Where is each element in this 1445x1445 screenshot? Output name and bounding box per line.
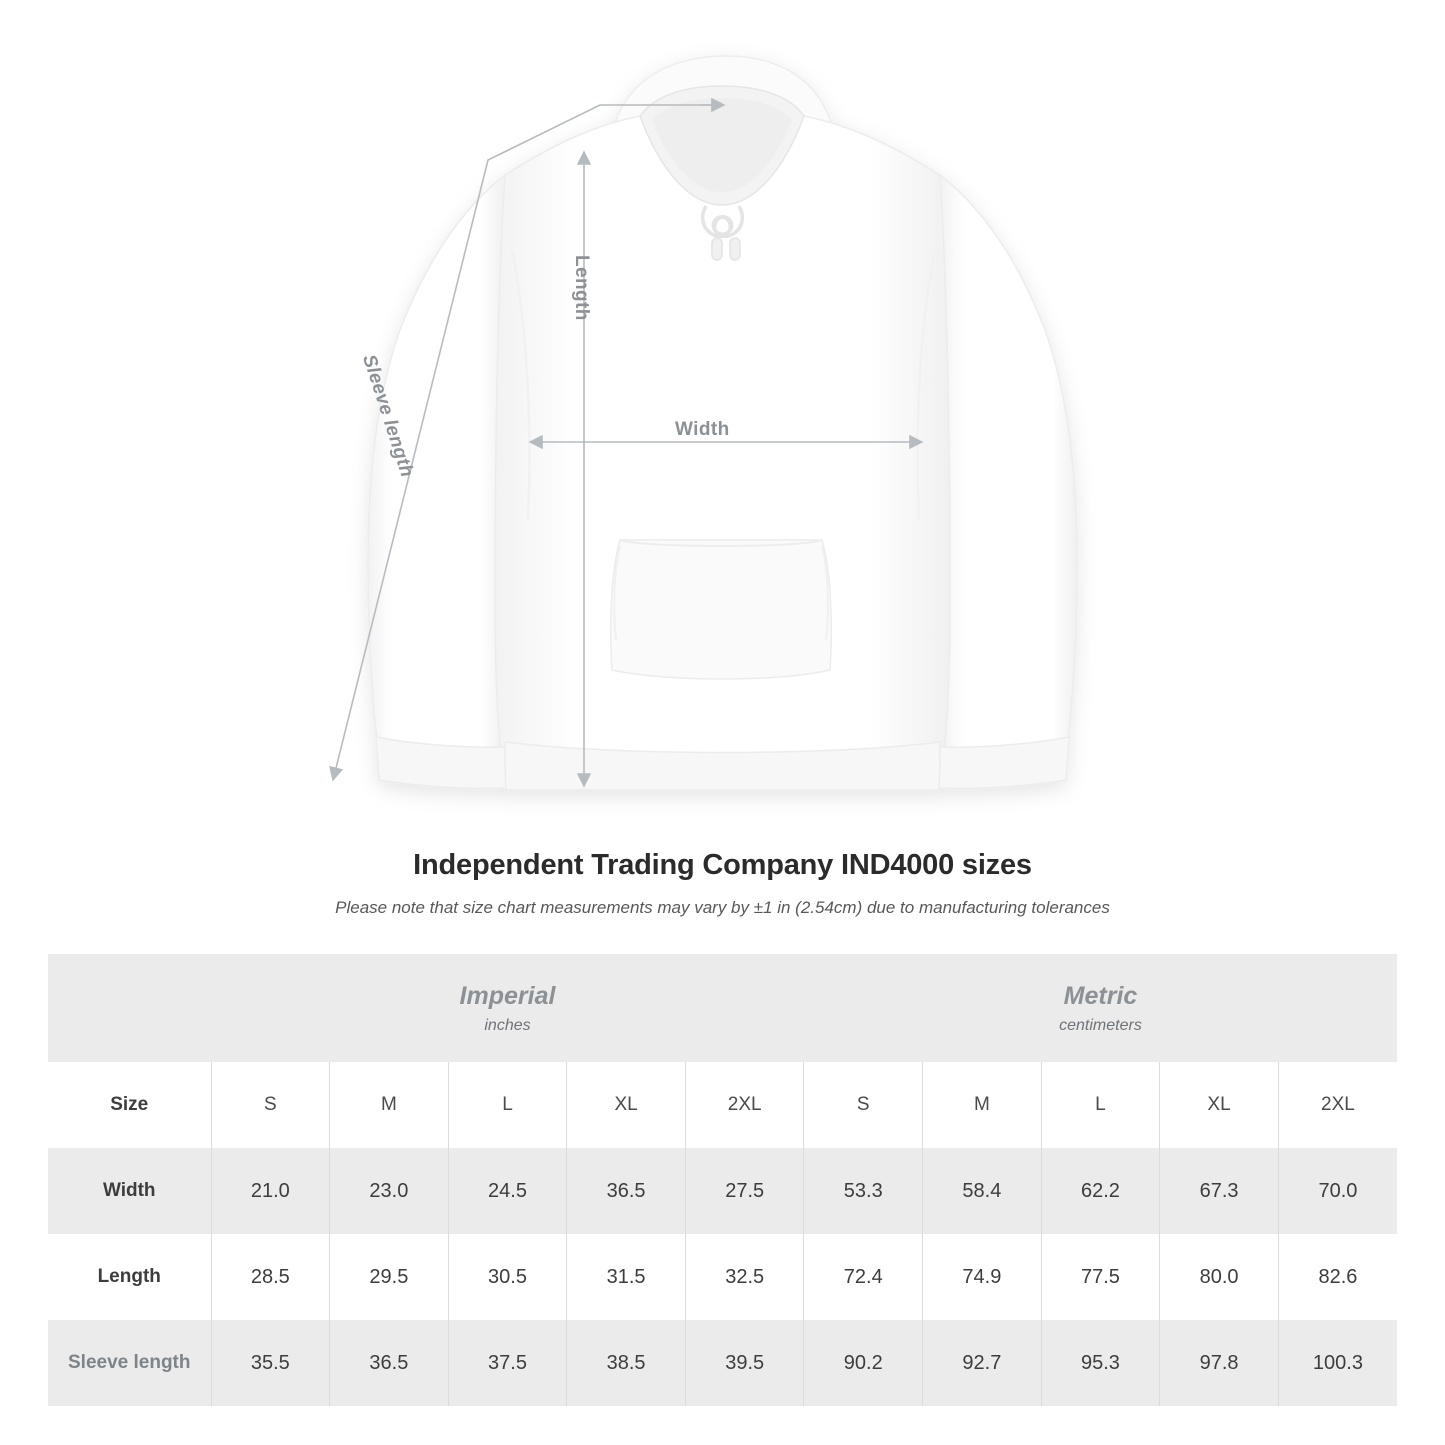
unit-group-imperial-sub: inches <box>484 1017 531 1035</box>
cell-length-metric-s: 72.4 <box>804 1234 923 1320</box>
size-col-metric-2xl: 2XL <box>1278 1062 1397 1148</box>
title-block <box>0 849 1445 918</box>
size-col-metric-xl: XL <box>1160 1062 1279 1148</box>
size-col-metric-m: M <box>923 1062 1042 1148</box>
cell-sleeve-metric-2xl: 100.3 <box>1278 1320 1397 1406</box>
cell-sleeve-metric-l: 95.3 <box>1041 1320 1160 1406</box>
cell-sleeve-metric-m: 92.7 <box>923 1320 1042 1406</box>
cell-width-imperial-xl: 36.5 <box>567 1148 686 1234</box>
page-title: Independent Trading Company IND4000 sizes <box>413 849 1032 881</box>
cell-width-metric-l: 62.2 <box>1041 1148 1160 1234</box>
cell-length-metric-l: 77.5 <box>1041 1234 1160 1320</box>
cell-width-imperial-s: 21.0 <box>211 1148 330 1234</box>
size-col-imperial-s: S <box>211 1062 330 1148</box>
cell-length-imperial-l: 30.5 <box>448 1234 567 1320</box>
cell-sleeve-imperial-m: 36.5 <box>330 1320 449 1406</box>
unit-group-metric <box>804 954 1397 1062</box>
cell-length-imperial-xl: 31.5 <box>567 1234 686 1320</box>
cell-length-imperial-s: 28.5 <box>211 1234 330 1320</box>
unit-header-row <box>48 954 1397 1062</box>
size-col-imperial-l: L <box>448 1062 567 1148</box>
cell-width-metric-2xl: 70.0 <box>1278 1148 1397 1234</box>
tolerance-note: Please note that size chart measurements may vary by ±1 in (2.54cm) due to manufacturing tolerances <box>335 898 1110 917</box>
unit-group-imperial <box>211 954 804 1062</box>
unit-group-metric-sub: centimeters <box>1059 1017 1142 1035</box>
sleeve-length-dimension-label: Sleeve length <box>358 352 418 480</box>
cell-width-metric-m: 58.4 <box>923 1148 1042 1234</box>
size-col-imperial-2xl: 2XL <box>685 1062 804 1148</box>
cell-sleeve-imperial-l: 37.5 <box>448 1320 567 1406</box>
cell-length-metric-2xl: 82.6 <box>1278 1234 1397 1320</box>
unit-header-spacer <box>48 954 211 1062</box>
cell-width-imperial-l: 24.5 <box>448 1148 567 1234</box>
size-col-metric-s: S <box>804 1062 923 1148</box>
length-dimension-label: Length <box>571 255 592 321</box>
size-header-row <box>48 1062 1397 1148</box>
table-row <box>48 1320 1397 1406</box>
cell-sleeve-imperial-s: 35.5 <box>211 1320 330 1406</box>
size-col-metric-l: L <box>1041 1062 1160 1148</box>
row-label-sleeve-length: Sleeve length <box>48 1320 211 1406</box>
size-table-wrapper <box>48 954 1397 1406</box>
cell-sleeve-imperial-xl: 38.5 <box>567 1320 686 1406</box>
table-row <box>48 1148 1397 1234</box>
cell-length-imperial-m: 29.5 <box>330 1234 449 1320</box>
size-table <box>48 954 1397 1406</box>
size-col-imperial-xl: XL <box>567 1062 686 1148</box>
cell-length-metric-xl: 80.0 <box>1160 1234 1279 1320</box>
cell-sleeve-imperial-2xl: 39.5 <box>685 1320 804 1406</box>
cell-width-imperial-2xl: 27.5 <box>685 1148 804 1234</box>
size-col-imperial-m: M <box>330 1062 449 1148</box>
unit-group-metric-name: Metric <box>1063 981 1138 1010</box>
cell-sleeve-metric-s: 90.2 <box>804 1320 923 1406</box>
cell-width-metric-xl: 67.3 <box>1160 1148 1279 1234</box>
cell-length-imperial-2xl: 32.5 <box>685 1234 804 1320</box>
cell-length-metric-m: 74.9 <box>923 1234 1042 1320</box>
size-header-label: Size <box>48 1062 211 1148</box>
table-row <box>48 1234 1397 1320</box>
unit-group-imperial-name: Imperial <box>459 981 556 1010</box>
row-label-width: Width <box>48 1148 211 1234</box>
cell-width-metric-s: 53.3 <box>804 1148 923 1234</box>
row-label-length: Length <box>48 1234 211 1320</box>
cell-sleeve-metric-xl: 97.8 <box>1160 1320 1279 1406</box>
width-dimension-label: Width <box>675 419 730 440</box>
cell-width-imperial-m: 23.0 <box>330 1148 449 1234</box>
